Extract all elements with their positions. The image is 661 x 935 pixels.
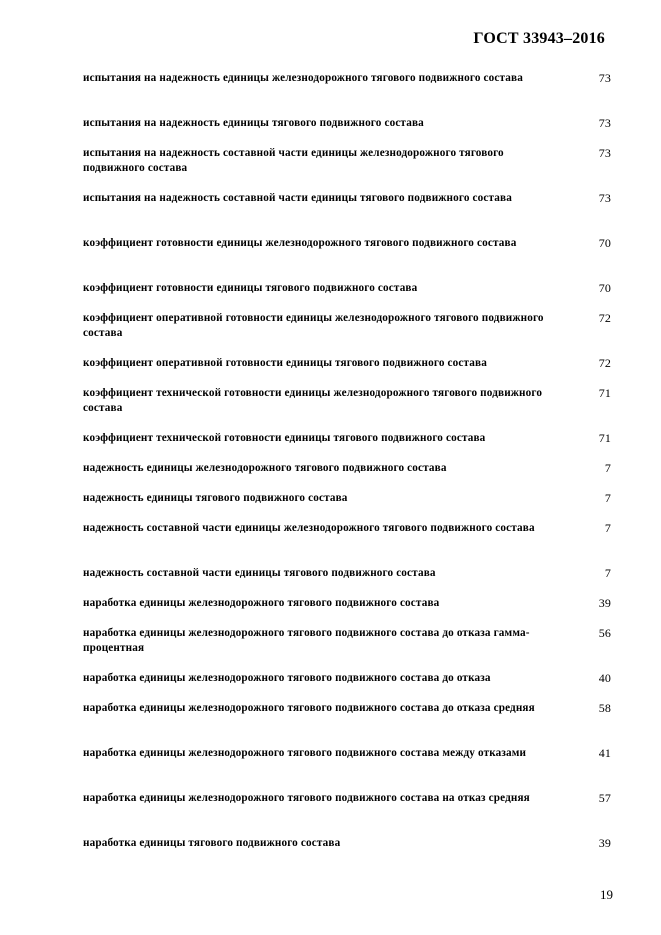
index-entry — [83, 386, 611, 431]
standard-designation: ГОСТ 33943–2016 — [473, 30, 605, 47]
index-term: коэффициент готовности единицы тягового подвижного состава — [83, 282, 418, 294]
index-term: испытания на надежность составной части единицы тягового подвижного состава — [83, 192, 512, 204]
index-page-ref: 57 — [598, 791, 611, 805]
index-entry — [83, 71, 611, 116]
index-entry — [83, 566, 611, 596]
index-entry — [83, 311, 611, 356]
index-term: надежность составной части единицы тягового подвижного состава — [83, 567, 436, 579]
index-page-ref: 56 — [598, 626, 611, 640]
index-page-ref: 70 — [598, 281, 611, 295]
index-entry — [83, 791, 611, 836]
index-entry — [83, 836, 611, 866]
index-term: испытания на надежность единицы тягового подвижного состава — [83, 117, 424, 129]
index-page-ref: 39 — [598, 596, 611, 610]
index-entry — [83, 701, 611, 746]
term-index-list — [83, 71, 611, 866]
index-term: надежность составной части единицы железнодорожного тягового подвижного состава — [83, 522, 535, 534]
index-entry — [83, 116, 611, 146]
index-page-ref: 73 — [598, 191, 611, 205]
index-entry — [83, 626, 611, 671]
index-entry — [83, 671, 611, 701]
index-entry — [83, 356, 611, 386]
index-page-ref: 39 — [598, 836, 611, 850]
index-term: коэффициент оперативной готовности единицы железнодорожного тягового подвижного состава — [83, 312, 544, 339]
index-term: наработка единицы тягового подвижного состава — [83, 837, 341, 849]
index-page-ref: 7 — [604, 521, 611, 535]
index-page-ref: 7 — [604, 491, 611, 505]
index-page-ref: 73 — [598, 116, 611, 130]
index-entry — [83, 491, 611, 521]
index-term: коэффициент технической готовности единицы тягового подвижного состава — [83, 432, 486, 444]
index-entry — [83, 281, 611, 311]
index-page-ref: 41 — [598, 746, 611, 760]
index-entry — [83, 521, 611, 566]
index-entry — [83, 236, 611, 281]
index-page-ref: 40 — [598, 671, 611, 685]
index-entry — [83, 191, 611, 236]
index-term: коэффициент технической готовности единицы железнодорожного тягового подвижного состава — [83, 387, 543, 414]
index-term: испытания на надежность единицы железнодорожного тягового подвижного состава — [83, 72, 523, 84]
index-term: наработка единицы железнодорожного тягового подвижного состава до отказа гамма-процентная — [83, 627, 530, 654]
index-term: наработка единицы железнодорожного тягового подвижного состава — [83, 597, 440, 609]
index-term: наработка единицы железнодорожного тягового подвижного состава до отказа средняя — [83, 702, 535, 714]
index-term: коэффициент готовности единицы железнодорожного тягового подвижного состава — [83, 237, 517, 249]
index-page-ref: 70 — [598, 236, 611, 250]
index-entry — [83, 431, 611, 461]
index-page-ref: 72 — [598, 356, 611, 370]
index-entry — [83, 596, 611, 626]
index-term: испытания на надежность составной части единицы железнодорожного тягового подвижного состава — [83, 147, 504, 174]
index-term: наработка единицы железнодорожного тягового подвижного состава до отказа — [83, 672, 491, 684]
index-page-ref: 71 — [598, 431, 611, 445]
index-page-ref: 7 — [604, 566, 611, 580]
index-page-ref: 58 — [598, 701, 611, 715]
index-page-ref: 72 — [598, 311, 611, 325]
page-number: 19 — [600, 887, 613, 902]
index-term: надежность единицы тягового подвижного состава — [83, 492, 348, 504]
index-entry — [83, 746, 611, 791]
index-term: коэффициент оперативной готовности единицы тягового подвижного состава — [83, 357, 487, 369]
index-term: надежность единицы железнодорожного тягового подвижного состава — [83, 462, 447, 474]
index-term: наработка единицы железнодорожного тягового подвижного состава на отказ средняя — [83, 792, 530, 804]
index-entry — [83, 461, 611, 491]
index-term: наработка единицы железнодорожного тягового подвижного состава между отказами — [83, 747, 527, 759]
index-entry — [83, 146, 611, 191]
index-page-ref: 73 — [598, 71, 611, 85]
index-page-ref: 71 — [598, 386, 611, 400]
index-page-ref: 7 — [604, 461, 611, 475]
index-page-ref: 73 — [598, 146, 611, 160]
